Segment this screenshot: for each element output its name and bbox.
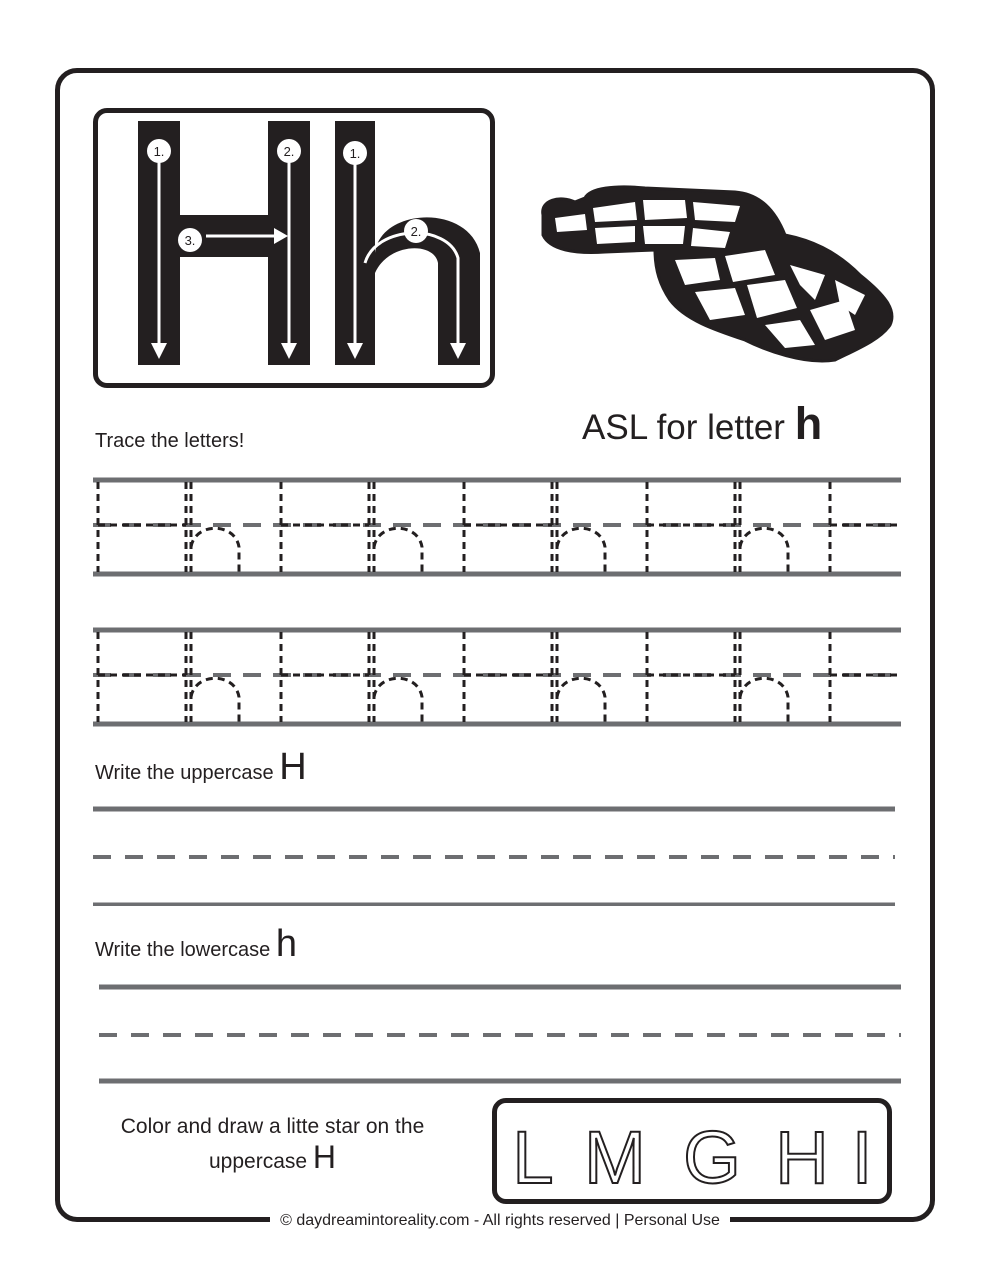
lowercase-writing-lines[interactable] <box>99 984 907 1084</box>
letter-model-graphic <box>98 113 490 383</box>
trace-row-graphic[interactable] <box>93 627 901 727</box>
write-uppercase-label <box>95 748 307 786</box>
letter-choices-box <box>492 1098 892 1204</box>
trace-row[interactable] <box>93 477 901 577</box>
trace-letter-uppercase[interactable] <box>98 632 186 722</box>
trace-letter-uppercase[interactable] <box>464 632 552 722</box>
footer-text: © daydreamintoreality.com - All rights reserved | Personal Use <box>270 1212 730 1229</box>
trace-letter-uppercase[interactable] <box>281 482 369 572</box>
asl-heading <box>582 398 822 450</box>
choice-letter[interactable]: M <box>584 1116 646 1199</box>
trace-letter-uppercase[interactable] <box>647 632 735 722</box>
stroke-number: 1. <box>153 144 165 159</box>
color-draw-instruction <box>100 1112 445 1177</box>
trace-letter-uppercase[interactable] <box>98 482 186 572</box>
write-lowercase-letter: h <box>275 923 297 965</box>
write-lowercase-label <box>95 925 297 963</box>
trace-row-graphic[interactable] <box>93 477 901 577</box>
choice-letter[interactable]: H <box>775 1116 829 1199</box>
write-lowercase-text: Write the lowercase <box>95 939 271 961</box>
uppercase-writing-lines[interactable] <box>93 806 901 906</box>
trace-letter-uppercase[interactable] <box>281 632 369 722</box>
write-uppercase-text: Write the uppercase <box>95 762 274 784</box>
choice-letter[interactable]: G <box>683 1116 741 1199</box>
footer <box>0 1212 1000 1230</box>
lowercase-arch <box>375 217 480 365</box>
trace-row[interactable] <box>93 627 901 727</box>
trace-label: Trace the letters! <box>95 430 245 452</box>
color-draw-letter: H <box>312 1139 337 1176</box>
color-draw-text: Color and draw a litte star on the <box>120 1115 425 1138</box>
choice-letter[interactable]: L <box>512 1116 554 1199</box>
asl-hand-sign-h-icon <box>535 180 900 365</box>
asl-heading-letter: h <box>794 398 823 449</box>
letter-model-box <box>93 108 495 388</box>
trace-letter-uppercase[interactable] <box>647 482 735 572</box>
stroke-number: 3. <box>184 233 196 248</box>
asl-heading-text: ASL for letter <box>582 408 785 447</box>
color-draw-line2 <box>100 1141 445 1176</box>
trace-letter-uppercase[interactable] <box>464 482 552 572</box>
stroke-number: 2. <box>410 224 422 239</box>
write-uppercase-letter: H <box>279 746 307 788</box>
stroke-number: 1. <box>349 146 361 161</box>
stroke-number: 2. <box>283 144 295 159</box>
color-draw-text-2: uppercase <box>208 1150 308 1174</box>
choice-letter[interactable]: I <box>851 1116 873 1199</box>
